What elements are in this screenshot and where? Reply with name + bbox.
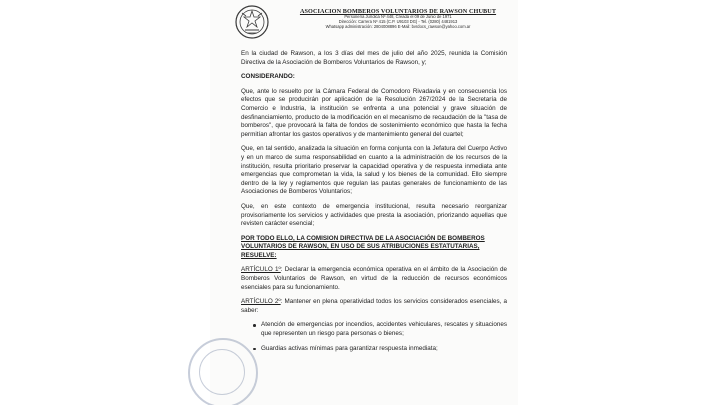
letterhead — [280, 8, 516, 30]
considerando-heading: CONSIDERANDO: — [241, 73, 295, 81]
stamp-inner-ring — [199, 349, 245, 395]
firefighter-emblem-icon — [234, 4, 270, 40]
article-1-text: : Declarar la emergencia económica operativa en el ámbito de la Asociación de Bomberos Voluntarios de Rawson, en virtud de la reducción de recursos económicos esenciales para su funcionamiento. — [241, 266, 508, 291]
legal-info: Personería Jurídica Nº 448, Creada el 09 de Junio de 1971 — [344, 14, 452, 20]
list-item: Guardias activas mínimas para garantizar respuesta inmediata; — [255, 345, 507, 354]
article-1 — [241, 266, 507, 292]
considerando-paragraph-3: Que, en este contexto de emergencia institucional, resulta necesario reorganizar provisoriamente los servicios y actividades que presta la asociación, priorizando aquellas que revisten carácter esencial; — [241, 202, 507, 228]
article-2-label: ARTÍCULO 2º — [241, 298, 281, 306]
organization-name: ASOCIACION BOMBEROS VOLUNTARIOS DE RAWSON CHUBUT — [299, 8, 497, 15]
institution-stamp — [188, 338, 258, 405]
contact-info: Whatsapp administración: 2804008896 E-Mail: bvrdocs_rawson@yahoo.com.ar — [325, 24, 471, 30]
document-page — [210, 0, 518, 405]
document-body — [241, 50, 507, 359]
resuelve-heading: POR TODO ELLO, LA COMISION DIRECTIVA DE LA ASOCIACIÓN DE BOMBEROS VOLUNTARIOS DE RAWSON, EN USO DE SUS ATRIBUCIONES ESTATUTARIAS, RESUELVE: — [241, 234, 485, 259]
considerando-paragraph-1: Que, ante lo resuelto por la Cámara Federal de Comodoro Rivadavia y en consecuencia los efectos que se producirán por aplicación de la Resolución 267/2024 de la Secretaría de Comercio e Industria, la institución se enfrenta a una potencial y grave situación de desfinanciamiento, producto de la modificación en el mecanismo de recaudación de la "tasa de bomberos", que provocará la falta de fondos de sostenimiento económico que hasta la fecha permitían afrontar los gastos operativos y de mantenimiento general del cuartel; — [241, 87, 507, 138]
article-2-text: : Mantener en plena operatividad todos los servicios considerados esenciales, a saber: — [241, 298, 507, 314]
address-info: Dirección: Carrera Nº 415 (C.P. U9103 DG) - Tel. (0280) 4481913 — [338, 19, 458, 25]
article-1-label: ARTÍCULO 1º — [241, 266, 281, 274]
considerando-paragraph-2: Que, en tal sentido, analizada la situación en forma conjunta con la Jefatura del Cuerpo Activo y en un marco de suma responsabilidad en cuanto a la administración de los recursos de la institución, resulta prioritario preservar la capacidad operativa y de respuesta inmediata ante emergencias que comprometan la vida, la salud y los bienes de la comunidad. Ello siempre dentro de la ley y reglamentos que regulan las pautas generales de funcionamiento de las Asociaciones de Bomberos Voluntarios; — [241, 145, 507, 196]
essential-services-list — [255, 321, 507, 353]
intro-paragraph: En la ciudad de Rawson, a los 3 días del mes de julio del año 2025, reunida la Comisión Directiva de la Asociación de Bomberos Voluntarios de Rawson, y; — [241, 50, 507, 66]
article-2 — [241, 298, 507, 315]
list-item: Atención de emergencias por incendios, accidentes vehiculares, rescates y situaciones que representen un riesgo para personas o bienes; — [255, 321, 507, 338]
